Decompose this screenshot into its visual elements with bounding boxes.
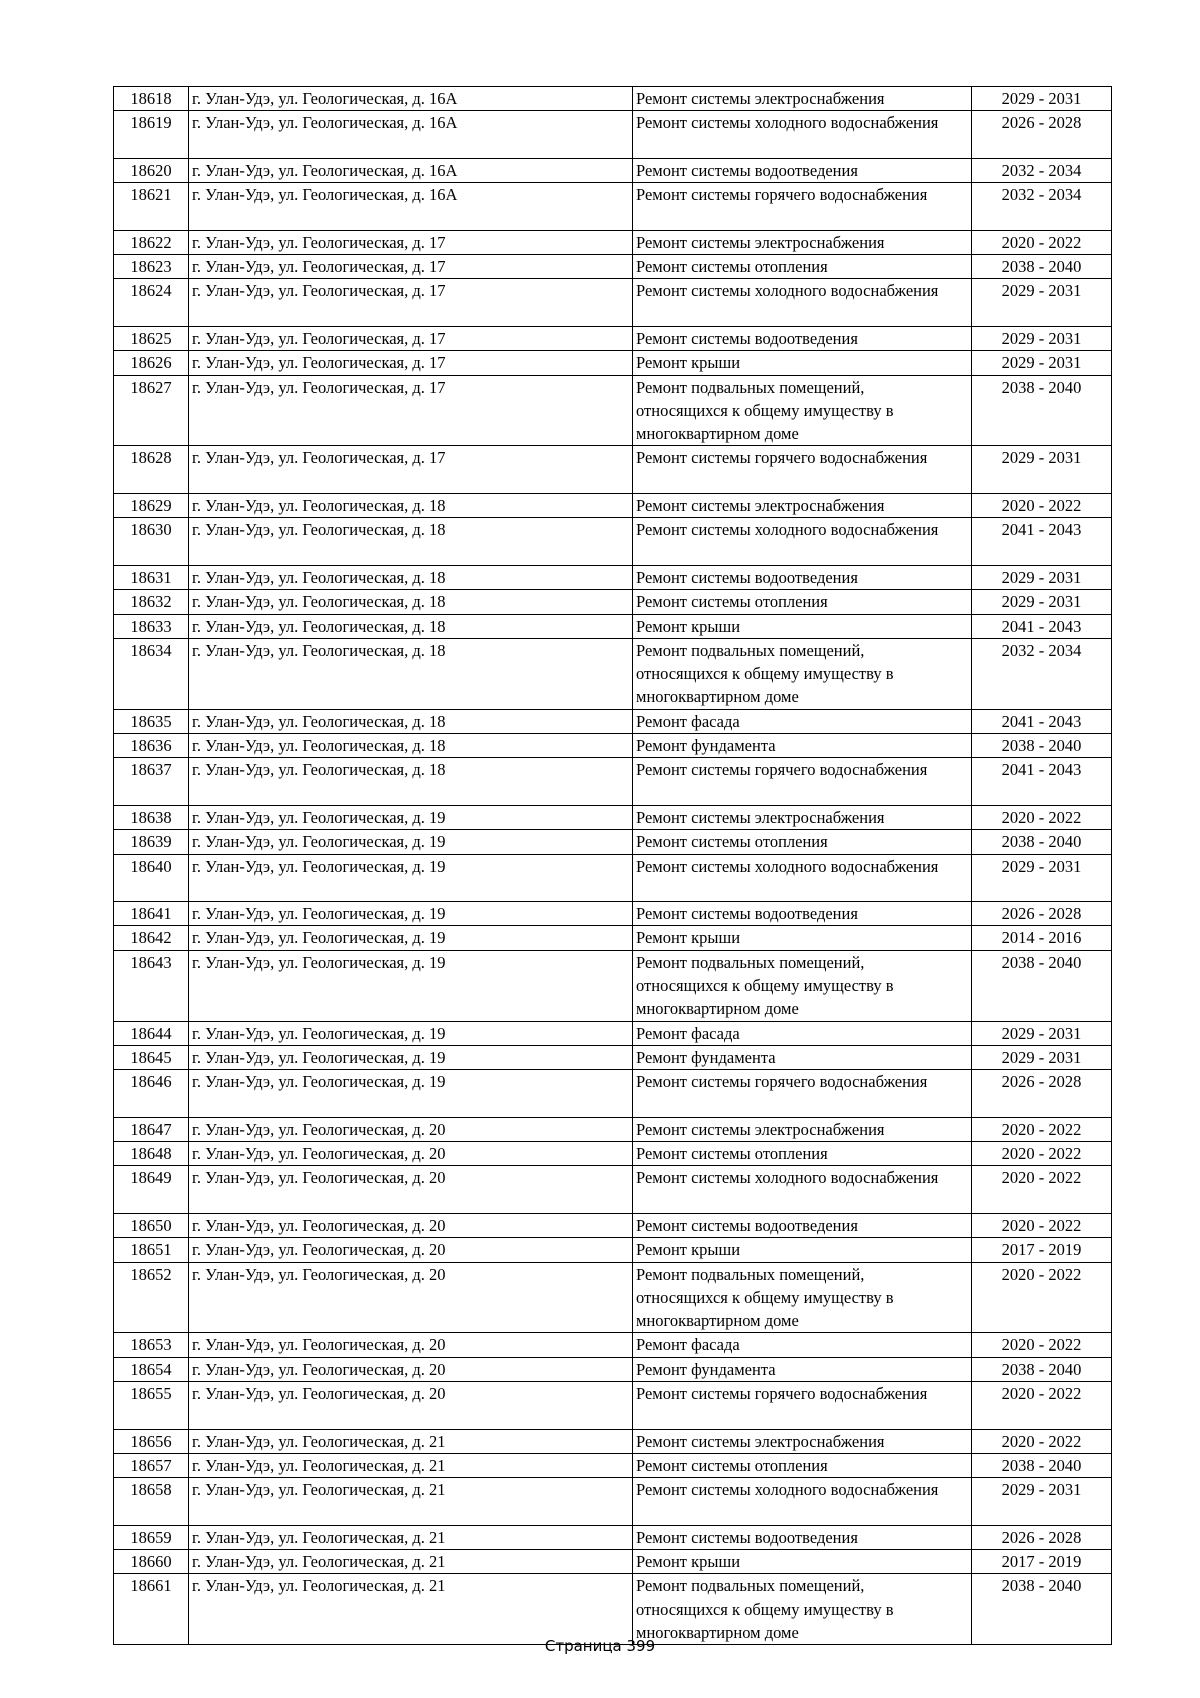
- row-number-cell: 18655: [114, 1382, 189, 1430]
- address-cell: г. Улан-Удэ, ул. Геологическая, д. 18: [189, 565, 633, 589]
- period-cell: 2032 - 2034: [972, 638, 1112, 709]
- table-row: [114, 758, 1112, 806]
- row-number-cell: 18620: [114, 158, 189, 182]
- table-row: [114, 1333, 1112, 1357]
- work-type-cell: Ремонт фасада: [633, 1333, 972, 1357]
- address-cell: г. Улан-Удэ, ул. Геологическая, д. 17: [189, 446, 633, 494]
- period-cell: 2020 - 2022: [972, 1429, 1112, 1453]
- row-number-cell: 18634: [114, 638, 189, 709]
- table-row: [114, 351, 1112, 375]
- work-type-cell: Ремонт подвальных помещений, относящихся к общему имуществу в многоквартирном доме: [633, 638, 972, 709]
- row-number-cell: 18630: [114, 518, 189, 566]
- period-cell: 2026 - 2028: [972, 111, 1112, 159]
- period-cell: 2020 - 2022: [972, 1213, 1112, 1237]
- work-type-cell: Ремонт системы отопления: [633, 1142, 972, 1166]
- row-number-cell: 18637: [114, 758, 189, 806]
- row-number-cell: 18623: [114, 255, 189, 279]
- period-cell: 2017 - 2019: [972, 1550, 1112, 1574]
- period-cell: 2038 - 2040: [972, 830, 1112, 854]
- work-type-cell: Ремонт системы холодного водоснабжения: [633, 1166, 972, 1214]
- address-cell: г. Улан-Удэ, ул. Геологическая, д. 21: [189, 1429, 633, 1453]
- table-row: [114, 926, 1112, 950]
- row-number-cell: 18651: [114, 1238, 189, 1262]
- address-cell: г. Улан-Удэ, ул. Геологическая, д. 21: [189, 1478, 633, 1526]
- row-number-cell: 18654: [114, 1357, 189, 1381]
- table-row: [114, 854, 1112, 902]
- row-number-cell: 18653: [114, 1333, 189, 1357]
- period-cell: 2032 - 2034: [972, 158, 1112, 182]
- row-number-cell: 18647: [114, 1117, 189, 1141]
- table-row: [114, 638, 1112, 709]
- work-type-cell: Ремонт системы водоотведения: [633, 902, 972, 926]
- period-cell: 2020 - 2022: [972, 230, 1112, 254]
- period-cell: 2020 - 2022: [972, 1142, 1112, 1166]
- address-cell: г. Улан-Удэ, ул. Геологическая, д. 20: [189, 1262, 633, 1333]
- period-cell: 2041 - 2043: [972, 614, 1112, 638]
- period-cell: 2038 - 2040: [972, 1357, 1112, 1381]
- work-type-cell: Ремонт фасада: [633, 1021, 972, 1045]
- address-cell: г. Улан-Удэ, ул. Геологическая, д. 19: [189, 854, 633, 902]
- table-row: [114, 326, 1112, 350]
- address-cell: г. Улан-Удэ, ул. Геологическая, д. 17: [189, 326, 633, 350]
- table-row: [114, 1142, 1112, 1166]
- table-row: [114, 1238, 1112, 1262]
- work-type-cell: Ремонт системы водоотведения: [633, 565, 972, 589]
- work-type-cell: Ремонт системы отопления: [633, 1453, 972, 1477]
- period-cell: 2038 - 2040: [972, 1453, 1112, 1477]
- address-cell: г. Улан-Удэ, ул. Геологическая, д. 21: [189, 1550, 633, 1574]
- work-type-cell: Ремонт подвальных помещений, относящихся к общему имуществу в многоквартирном доме: [633, 375, 972, 446]
- address-cell: г. Улан-Удэ, ул. Геологическая, д. 20: [189, 1213, 633, 1237]
- row-number-cell: 18625: [114, 326, 189, 350]
- table-row: [114, 158, 1112, 182]
- period-cell: 2038 - 2040: [972, 375, 1112, 446]
- work-type-cell: Ремонт крыши: [633, 1550, 972, 1574]
- period-cell: 2029 - 2031: [972, 590, 1112, 614]
- row-number-cell: 18629: [114, 494, 189, 518]
- work-type-cell: Ремонт фасада: [633, 709, 972, 733]
- period-cell: 2020 - 2022: [972, 1166, 1112, 1214]
- row-number-cell: 18652: [114, 1262, 189, 1333]
- period-cell: 2020 - 2022: [972, 1117, 1112, 1141]
- period-cell: 2020 - 2022: [972, 1382, 1112, 1430]
- period-cell: 2029 - 2031: [972, 351, 1112, 375]
- work-type-cell: Ремонт крыши: [633, 926, 972, 950]
- address-cell: г. Улан-Удэ, ул. Геологическая, д. 18: [189, 638, 633, 709]
- address-cell: г. Улан-Удэ, ул. Геологическая, д. 19: [189, 1045, 633, 1069]
- work-type-cell: Ремонт подвальных помещений, относящихся к общему имуществу в многоквартирном доме: [633, 1262, 972, 1333]
- table-row: [114, 494, 1112, 518]
- work-type-cell: Ремонт системы водоотведения: [633, 1525, 972, 1549]
- table-row: [114, 1478, 1112, 1526]
- table-row: [114, 518, 1112, 566]
- period-cell: 2029 - 2031: [972, 565, 1112, 589]
- period-cell: 2026 - 2028: [972, 1070, 1112, 1118]
- table-row: [114, 446, 1112, 494]
- work-type-cell: Ремонт системы отопления: [633, 255, 972, 279]
- work-type-cell: Ремонт фундамента: [633, 1045, 972, 1069]
- work-type-cell: Ремонт системы холодного водоснабжения: [633, 1478, 972, 1526]
- table-body: [114, 87, 1112, 1645]
- table-row: [114, 1070, 1112, 1118]
- table-row: [114, 1021, 1112, 1045]
- period-cell: 2026 - 2028: [972, 1525, 1112, 1549]
- period-cell: 2032 - 2034: [972, 183, 1112, 231]
- row-number-cell: 18659: [114, 1525, 189, 1549]
- address-cell: г. Улан-Удэ, ул. Геологическая, д. 19: [189, 830, 633, 854]
- address-cell: г. Улан-Удэ, ул. Геологическая, д. 19: [189, 902, 633, 926]
- row-number-cell: 18627: [114, 375, 189, 446]
- row-number-cell: 18661: [114, 1574, 189, 1645]
- address-cell: г. Улан-Удэ, ул. Геологическая, д. 18: [189, 590, 633, 614]
- period-cell: 2017 - 2019: [972, 1238, 1112, 1262]
- work-type-cell: Ремонт системы электроснабжения: [633, 494, 972, 518]
- row-number-cell: 18641: [114, 902, 189, 926]
- address-cell: г. Улан-Удэ, ул. Геологическая, д. 19: [189, 950, 633, 1021]
- table-row: [114, 950, 1112, 1021]
- repair-schedule-table: [113, 86, 1112, 1645]
- work-type-cell: Ремонт системы электроснабжения: [633, 230, 972, 254]
- work-type-cell: Ремонт системы горячего водоснабжения: [633, 1070, 972, 1118]
- row-number-cell: 18635: [114, 709, 189, 733]
- table-row: [114, 375, 1112, 446]
- row-number-cell: 18656: [114, 1429, 189, 1453]
- work-type-cell: Ремонт системы горячего водоснабжения: [633, 446, 972, 494]
- row-number-cell: 18622: [114, 230, 189, 254]
- address-cell: г. Улан-Удэ, ул. Геологическая, д. 20: [189, 1238, 633, 1262]
- period-cell: 2029 - 2031: [972, 1021, 1112, 1045]
- table-row: [114, 734, 1112, 758]
- table-row: [114, 1357, 1112, 1381]
- row-number-cell: 18618: [114, 87, 189, 111]
- work-type-cell: Ремонт системы холодного водоснабжения: [633, 279, 972, 327]
- page-number: Страница 399: [544, 1637, 656, 1655]
- work-type-cell: Ремонт системы электроснабжения: [633, 87, 972, 111]
- period-cell: 2029 - 2031: [972, 87, 1112, 111]
- row-number-cell: 18624: [114, 279, 189, 327]
- work-type-cell: Ремонт системы отопления: [633, 590, 972, 614]
- work-type-cell: Ремонт системы холодного водоснабжения: [633, 518, 972, 566]
- address-cell: г. Улан-Удэ, ул. Геологическая, д. 17: [189, 255, 633, 279]
- work-type-cell: Ремонт подвальных помещений, относящихся к общему имуществу в многоквартирном доме: [633, 1574, 972, 1645]
- row-number-cell: 18649: [114, 1166, 189, 1214]
- row-number-cell: 18642: [114, 926, 189, 950]
- row-number-cell: 18658: [114, 1478, 189, 1526]
- period-cell: 2038 - 2040: [972, 255, 1112, 279]
- work-type-cell: Ремонт крыши: [633, 1238, 972, 1262]
- address-cell: г. Улан-Удэ, ул. Геологическая, д. 18: [189, 518, 633, 566]
- table-row: [114, 590, 1112, 614]
- work-type-cell: Ремонт подвальных помещений, относящихся к общему имуществу в многоквартирном доме: [633, 950, 972, 1021]
- period-cell: 2038 - 2040: [972, 1574, 1112, 1645]
- period-cell: 2038 - 2040: [972, 734, 1112, 758]
- period-cell: 2041 - 2043: [972, 518, 1112, 566]
- row-number-cell: 18621: [114, 183, 189, 231]
- table-row: [114, 1117, 1112, 1141]
- row-number-cell: 18631: [114, 565, 189, 589]
- table-row: [114, 1262, 1112, 1333]
- work-type-cell: Ремонт системы горячего водоснабжения: [633, 183, 972, 231]
- work-type-cell: Ремонт системы электроснабжения: [633, 805, 972, 829]
- table-row: [114, 902, 1112, 926]
- work-type-cell: Ремонт системы горячего водоснабжения: [633, 1382, 972, 1430]
- address-cell: г. Улан-Удэ, ул. Геологическая, д. 18: [189, 614, 633, 638]
- period-cell: 2029 - 2031: [972, 446, 1112, 494]
- period-cell: 2020 - 2022: [972, 1333, 1112, 1357]
- period-cell: 2029 - 2031: [972, 1045, 1112, 1069]
- work-type-cell: Ремонт системы водоотведения: [633, 158, 972, 182]
- row-number-cell: 18660: [114, 1550, 189, 1574]
- work-type-cell: Ремонт системы электроснабжения: [633, 1429, 972, 1453]
- address-cell: г. Улан-Удэ, ул. Геологическая, д. 21: [189, 1453, 633, 1477]
- address-cell: г. Улан-Удэ, ул. Геологическая, д. 19: [189, 1021, 633, 1045]
- period-cell: 2029 - 2031: [972, 1478, 1112, 1526]
- row-number-cell: 18645: [114, 1045, 189, 1069]
- work-type-cell: Ремонт системы холодного водоснабжения: [633, 854, 972, 902]
- table-row: [114, 279, 1112, 327]
- row-number-cell: 18636: [114, 734, 189, 758]
- address-cell: г. Улан-Удэ, ул. Геологическая, д. 20: [189, 1382, 633, 1430]
- work-type-cell: Ремонт системы электроснабжения: [633, 1117, 972, 1141]
- table-row: [114, 255, 1112, 279]
- table-row: [114, 565, 1112, 589]
- period-cell: 2026 - 2028: [972, 902, 1112, 926]
- period-cell: 2041 - 2043: [972, 758, 1112, 806]
- address-cell: г. Улан-Удэ, ул. Геологическая, д. 19: [189, 805, 633, 829]
- row-number-cell: 18650: [114, 1213, 189, 1237]
- address-cell: г. Улан-Удэ, ул. Геологическая, д. 18: [189, 709, 633, 733]
- address-cell: г. Улан-Удэ, ул. Геологическая, д. 20: [189, 1117, 633, 1141]
- table-row: [114, 1525, 1112, 1549]
- period-cell: 2038 - 2040: [972, 950, 1112, 1021]
- period-cell: 2020 - 2022: [972, 805, 1112, 829]
- address-cell: г. Улан-Удэ, ул. Геологическая, д. 18: [189, 758, 633, 806]
- row-number-cell: 18626: [114, 351, 189, 375]
- address-cell: г. Улан-Удэ, ул. Геологическая, д. 20: [189, 1333, 633, 1357]
- address-cell: г. Улан-Удэ, ул. Геологическая, д. 16А: [189, 111, 633, 159]
- address-cell: г. Улан-Удэ, ул. Геологическая, д. 18: [189, 494, 633, 518]
- address-cell: г. Улан-Удэ, ул. Геологическая, д. 18: [189, 734, 633, 758]
- row-number-cell: 18644: [114, 1021, 189, 1045]
- work-type-cell: Ремонт системы горячего водоснабжения: [633, 758, 972, 806]
- address-cell: г. Улан-Удэ, ул. Геологическая, д. 16А: [189, 183, 633, 231]
- table-row: [114, 830, 1112, 854]
- address-cell: г. Улан-Удэ, ул. Геологическая, д. 20: [189, 1166, 633, 1214]
- period-cell: 2020 - 2022: [972, 1262, 1112, 1333]
- row-number-cell: 18646: [114, 1070, 189, 1118]
- work-type-cell: Ремонт фундамента: [633, 1357, 972, 1381]
- table-row: [114, 1045, 1112, 1069]
- row-number-cell: 18648: [114, 1142, 189, 1166]
- period-cell: 2029 - 2031: [972, 279, 1112, 327]
- period-cell: 2020 - 2022: [972, 494, 1112, 518]
- address-cell: г. Улан-Удэ, ул. Геологическая, д. 19: [189, 1070, 633, 1118]
- row-number-cell: 18643: [114, 950, 189, 1021]
- work-type-cell: Ремонт системы водоотведения: [633, 326, 972, 350]
- table-row: [114, 1574, 1112, 1645]
- work-type-cell: Ремонт системы холодного водоснабжения: [633, 111, 972, 159]
- row-number-cell: 18628: [114, 446, 189, 494]
- row-number-cell: 18639: [114, 830, 189, 854]
- address-cell: г. Улан-Удэ, ул. Геологическая, д. 20: [189, 1357, 633, 1381]
- period-cell: 2029 - 2031: [972, 326, 1112, 350]
- address-cell: г. Улан-Удэ, ул. Геологическая, д. 16А: [189, 158, 633, 182]
- row-number-cell: 18657: [114, 1453, 189, 1477]
- table-row: [114, 1453, 1112, 1477]
- address-cell: г. Улан-Удэ, ул. Геологическая, д. 21: [189, 1574, 633, 1645]
- work-type-cell: Ремонт крыши: [633, 614, 972, 638]
- address-cell: г. Улан-Удэ, ул. Геологическая, д. 17: [189, 351, 633, 375]
- row-number-cell: 18619: [114, 111, 189, 159]
- period-cell: 2014 - 2016: [972, 926, 1112, 950]
- address-cell: г. Улан-Удэ, ул. Геологическая, д. 20: [189, 1142, 633, 1166]
- table-row: [114, 1550, 1112, 1574]
- period-cell: 2041 - 2043: [972, 709, 1112, 733]
- period-cell: 2029 - 2031: [972, 854, 1112, 902]
- address-cell: г. Улан-Удэ, ул. Геологическая, д. 17: [189, 279, 633, 327]
- table-row: [114, 87, 1112, 111]
- table-row: [114, 1429, 1112, 1453]
- work-type-cell: Ремонт крыши: [633, 351, 972, 375]
- table-row: [114, 183, 1112, 231]
- table-row: [114, 1166, 1112, 1214]
- work-type-cell: Ремонт системы водоотведения: [633, 1213, 972, 1237]
- address-cell: г. Улан-Удэ, ул. Геологическая, д. 21: [189, 1525, 633, 1549]
- address-cell: г. Улан-Удэ, ул. Геологическая, д. 16А: [189, 87, 633, 111]
- row-number-cell: 18640: [114, 854, 189, 902]
- table-row: [114, 805, 1112, 829]
- work-type-cell: Ремонт системы отопления: [633, 830, 972, 854]
- row-number-cell: 18632: [114, 590, 189, 614]
- work-type-cell: Ремонт фундамента: [633, 734, 972, 758]
- table-row: [114, 1382, 1112, 1430]
- row-number-cell: 18638: [114, 805, 189, 829]
- table-row: [114, 614, 1112, 638]
- table-row: [114, 709, 1112, 733]
- table-row: [114, 230, 1112, 254]
- table-row: [114, 1213, 1112, 1237]
- table-row: [114, 111, 1112, 159]
- address-cell: г. Улан-Удэ, ул. Геологическая, д. 17: [189, 375, 633, 446]
- address-cell: г. Улан-Удэ, ул. Геологическая, д. 17: [189, 230, 633, 254]
- address-cell: г. Улан-Удэ, ул. Геологическая, д. 19: [189, 926, 633, 950]
- row-number-cell: 18633: [114, 614, 189, 638]
